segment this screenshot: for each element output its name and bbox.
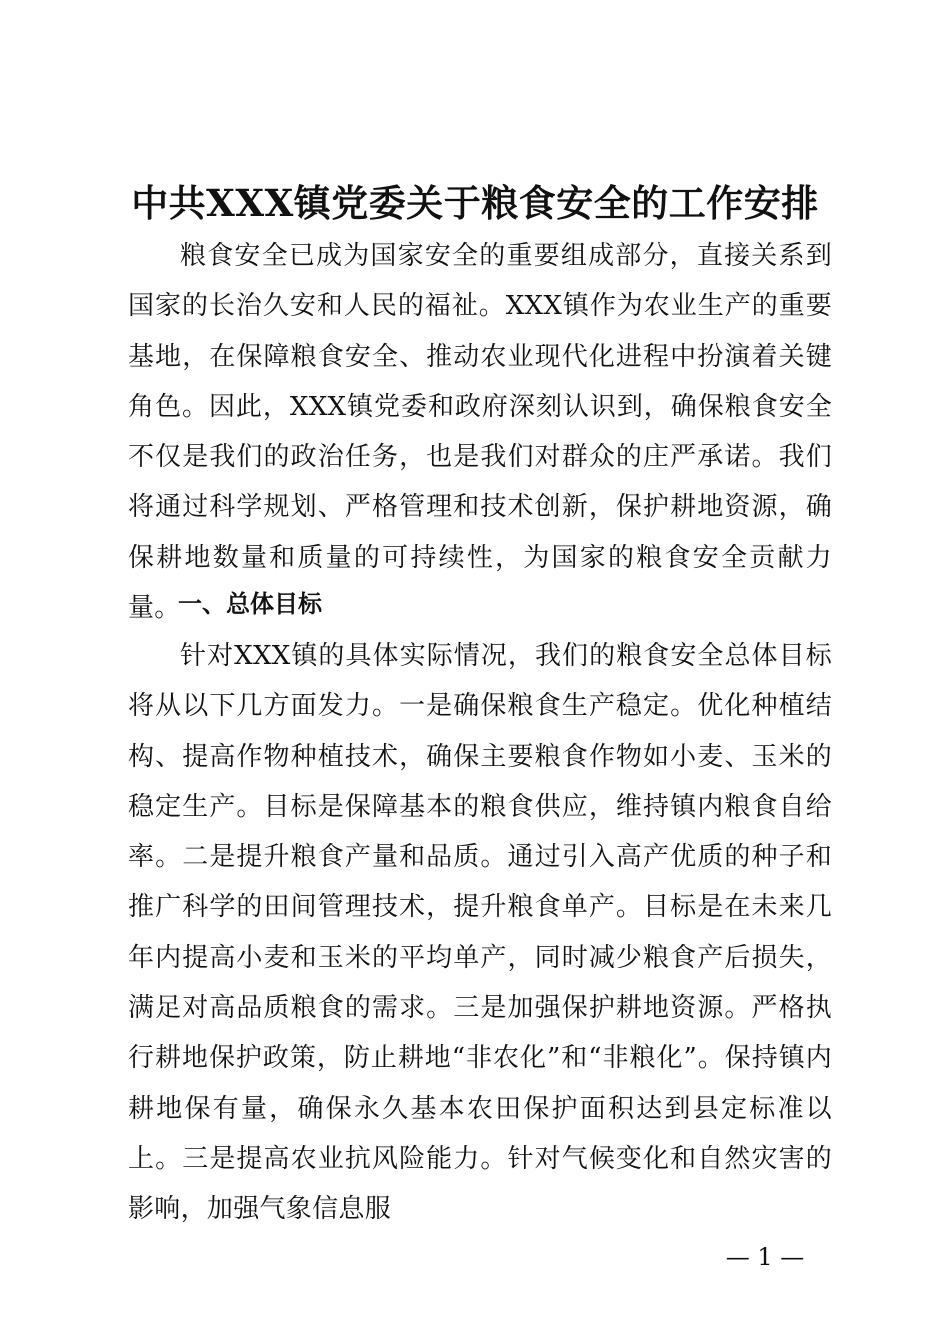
intro-paragraph: 粮食安全已成为国家安全的重要组成部分，直接关系到国家的长治久安和人民的福祉。XXX镇作为农业生产的重要基地，在保障粮食安全、推动农业现代化进程中扮演着关键角色。因此，XXX镇党委和政府深刻认识到，确保粮食安全不仅是我们的政治任务，也是我们对群众的庄严承诺。我们将通过科学规划、严格管理和技术创新，保护耕地资源，确保耕地数量和质量的可持续性，为国家的粮食安全贡献力量。 <box>128 241 832 624</box>
section-heading-overall-goals: 一、总体目标 <box>178 590 322 618</box>
section-paragraph-overall-goals: 针对XXX镇的具体实际情况，我们的粮食安全总体目标将从以下几方面发力。一是确保粮食生产稳定。优化种植结构、提高作物种植技术，确保主要粮食作物如小麦、玉米的稳定生产。目标是保障基本的粮食供应，维持镇内粮食自给率。二是提升粮食产量和品质。通过引入高产优质的种子和推广科学的田间管理技术，提升粮食单产。目标是在未来几年内提高小麦和玉米的平均单产，同时减少粮食产后损失，满足对高品质粮食的需求。三是加强保护耕地资源。严格执行耕地保护政策，防止耕地“非农化”和“非粮化”。保持镇内耕地保有量，确保永久基本农田保护面积达到县定标准以上。三是提高农业抗风险能力。针对气候变化和自然灾害的影响，加强气象信息服 <box>128 641 832 1225</box>
document-title: 中共XXX镇党委关于粮食安全的工作安排 <box>131 181 819 225</box>
page-number: — 1 — <box>725 1243 805 1271</box>
